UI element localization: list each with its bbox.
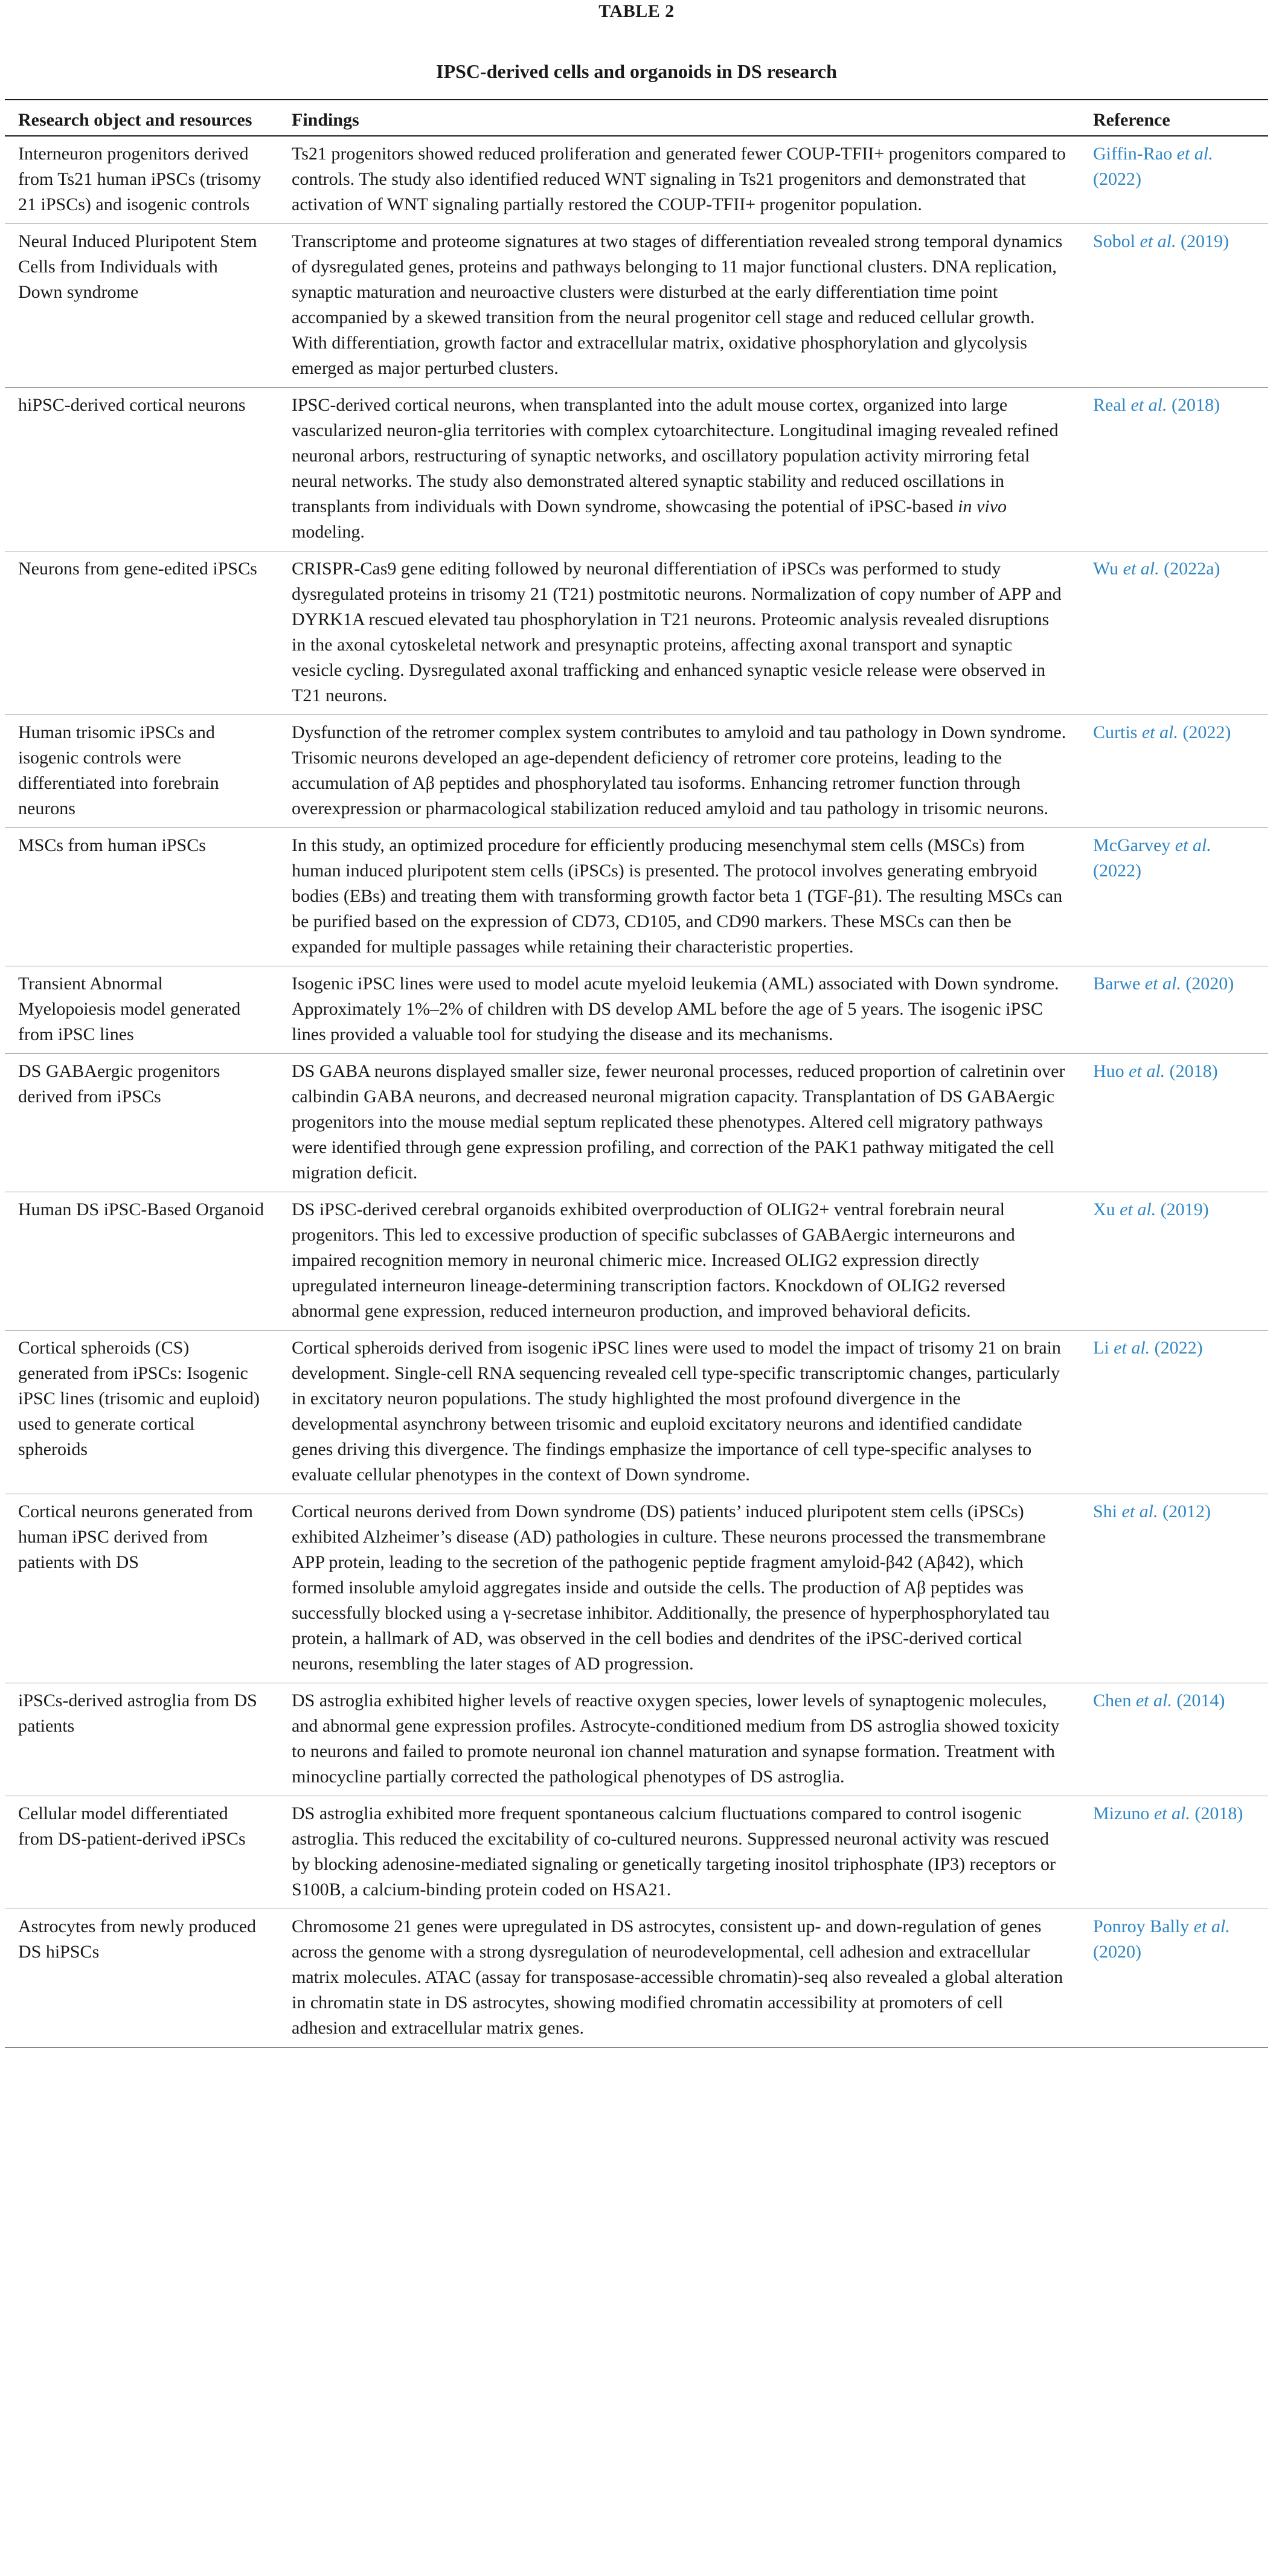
reference-link[interactable]: Real et al. (2018)	[1093, 395, 1220, 415]
table-header	[5, 100, 1268, 136]
reference-link[interactable]: Huo et al. (2018)	[1093, 1061, 1218, 1081]
reference-link[interactable]: Chen et al. (2014)	[1093, 1691, 1225, 1710]
reference-link[interactable]: Li et al. (2022)	[1093, 1338, 1203, 1358]
reference-link[interactable]: Shi et al. (2012)	[1093, 1502, 1211, 1521]
table-row	[5, 828, 1268, 966]
findings-cell: IPSC-derived cortical neurons, when transplanted into the adult mouse cortex, organized into large vascularized neuron-glia territories with complex cytoarchitecture. Longitudinal imaging revealed refined neuronal arbors, restructuring of synaptic networks, and oscillatory population activity mirroring fetal neural networks. The study also demonstrated altered synaptic stability and reduced oscillations in transplants from individuals with Down syndrome, showcasing the potential of iPSC-based in vivo modeling.	[292, 395, 1059, 542]
table-row	[5, 1683, 1268, 1796]
research-table	[5, 99, 1268, 2048]
reference-link[interactable]: Xu et al. (2019)	[1093, 1200, 1209, 1219]
research-object-cell: Cortical spheroids (CS) generated from iPSCs: Isogenic iPSC lines (trisomic and euploid) used to generate cortical spheroids	[18, 1338, 260, 1459]
findings-cell: Isogenic iPSC lines were used to model acute myeloid leukemia (AML) associated with Down syndrome. Approximately 1%–2% of children with DS develop AML before the age of 5 years. The isogenic iPSC lines provided a valuable tool for studying the disease and its mechanisms.	[292, 974, 1059, 1044]
findings-cell: In this study, an optimized procedure for efficiently producing mesenchymal stem cells (MSCs) from human induced pluripotent stem cells (iPSCs) is presented. The protocol involves generating embryoid bodies (EBs) and treating them with transforming growth factor beta 1 (TGF-β1). The resulting MSCs can be purified based on the expression of CD73, CD105, and CD90 markers. These MSCs can then be expanded for multiple passages while retaining their characteristic properties.	[292, 835, 1063, 957]
table-row	[5, 136, 1268, 224]
findings-cell: CRISPR-Cas9 gene editing followed by neuronal differentiation of iPSCs was performed to study dysregulated proteins in trisomy 21 (T21) postmitotic neurons. Normalization of copy number of APP and DYRK1A rescued elevated tau phosphorylation in T21 neurons. Proteomic analysis revealed disruptions in the axonal cytoskeletal network and presynaptic proteins, affecting axonal transport and synaptic vesicle cycling. Dysregulated axonal trafficking and enhanced synaptic vesicle release were observed in T21 neurons.	[292, 559, 1062, 705]
reference-link[interactable]: Ponroy Bally et al. (2020)	[1093, 1916, 1230, 1962]
table-row	[5, 551, 1268, 715]
research-object-cell: Transient Abnormal Myelopoiesis model generated from iPSC lines	[18, 974, 241, 1044]
reference-cell	[1081, 388, 1268, 551]
reference-cell	[1081, 828, 1268, 966]
reference-link[interactable]: Wu et al. (2022a)	[1093, 559, 1220, 579]
research-object-cell: iPSCs-derived astroglia from DS patients	[18, 1691, 257, 1736]
table-caption: IPSC-derived cells and organoids in DS research	[436, 60, 837, 82]
research-object-cell: DS GABAergic progenitors derived from iPSCs	[18, 1061, 220, 1107]
table-number: TABLE 2	[598, 1, 675, 21]
reference-link[interactable]: McGarvey et al. (2022)	[1093, 835, 1211, 881]
table-row	[5, 224, 1268, 388]
findings-cell: DS astroglia exhibited higher levels of reactive oxygen species, lower levels of synaptogenic molecules, and abnormal gene expression profiles. Astrocyte-conditioned medium from DS astroglia showed toxicity to neurons and failed to promote neuronal ion channel maturation and synapse formation. Treatment with minocycline partially corrected the pathological phenotypes of DS astroglia.	[292, 1691, 1060, 1787]
research-object-cell: Neural Induced Pluripotent Stem Cells from Individuals with Down syndrome	[18, 231, 257, 302]
research-object-cell: Cortical neurons generated from human iPSC derived from patients with DS	[18, 1502, 254, 1572]
table-row	[5, 715, 1268, 828]
table-row	[5, 1796, 1268, 1909]
table-row	[5, 1054, 1268, 1192]
reference-cell	[1081, 1909, 1268, 2048]
reference-cell	[1081, 966, 1268, 1054]
reference-link[interactable]: Mizuno et al. (2018)	[1093, 1804, 1243, 1823]
reference-cell	[1081, 1494, 1268, 1683]
findings-cell: Chromosome 21 genes were upregulated in DS astrocytes, consistent up- and down-regulation of genes across the genome with a strong dysregulation of neurodevelopmental, cell adhesion and extracellular matrix molecules. ATAC (assay for transposase-accessible chromatin)-seq also revealed a global alteration in chromatin state in DS astrocytes, showing modified chromatin accessibility at promoters of cell adhesion and extracellular matrix genes.	[292, 1916, 1063, 2038]
research-object-cell: hiPSC-derived cortical neurons	[18, 395, 246, 415]
findings-cell: Cortical neurons derived from Down syndrome (DS) patients’ induced pluripotent stem cells (iPSCs) exhibited Alzheimer’s disease (AD) pathologies in culture. These neurons processed the transmembrane APP protein, leading to the secretion of the pathogenic peptide fragment amyloid-β42 (Aβ42), which formed insoluble amyloid aggregates inside and outside the cells. The production of Aβ peptides was successfully blocked using a γ-secretase inhibitor. Additionally, the presence of hyperphosphorylated tau protein, a hallmark of AD, was observed in the cell bodies and dendrites of the iPSC-derived cortical neurons, resembling the later stages of AD progression.	[292, 1502, 1050, 1674]
research-object-cell: Human trisomic iPSCs and isogenic controls were differentiated into forebrain neurons	[18, 722, 219, 818]
reference-cell	[1081, 1796, 1268, 1909]
table-row	[5, 1494, 1268, 1683]
reference-cell	[1081, 1331, 1268, 1494]
findings-cell: DS iPSC-derived cerebral organoids exhibited overproduction of OLIG2+ ventral forebrain neural progenitors. This led to excessive production of specific subclasses of GABAergic interneurons and impaired recognition memory in neuronal chimeric mice. Increased OLIG2 expression directly upregulated interneuron lineage-determining transcription factors. Knockdown of OLIG2 reversed abnormal gene expression, reduced interneuron production, and improved behavioral deficits.	[292, 1200, 1015, 1321]
table-row	[5, 1192, 1268, 1331]
header-research-object: Research object and resources	[18, 110, 252, 130]
reference-cell	[1081, 1054, 1268, 1192]
table-row	[5, 388, 1268, 551]
reference-link[interactable]: Sobol et al. (2019)	[1093, 231, 1230, 251]
research-object-cell: MSCs from human iPSCs	[18, 835, 206, 855]
findings-cell: Cortical spheroids derived from isogenic iPSC lines were used to model the impact of trisomy 21 on brain development. Single-cell RNA sequencing revealed cell type-specific transcriptomic changes, particularly in excitatory neuron populations. The study highlighted the most profound divergence in the developmental asynchrony between trisomic and euploid excitatory neurons and identified candidate genes driving this divergence. The findings emphasize the importance of cell type-specific analyses to evaluate cellular phenotypes in the context of Down syndrome.	[292, 1338, 1061, 1485]
table-body	[5, 136, 1268, 2048]
header-row	[5, 100, 1268, 136]
reference-link[interactable]: Curtis et al. (2022)	[1093, 722, 1231, 742]
findings-cell: DS GABA neurons displayed smaller size, fewer neuronal processes, reduced proportion of calretinin over calbindin GABA neurons, and decreased neuronal migration capacity. Transplantation of DS GABAergic progenitors into the mouse medial septum replicated these phenotypes. Altered cell migratory pathways were identified through gene expression profiling, and correction of the PAK1 pathway mitigated the cell migration deficit.	[292, 1061, 1065, 1183]
findings-cell: DS astroglia exhibited more frequent spontaneous calcium fluctuations compared to control isogenic astroglia. This reduced the excitability of co-cultured neurons. Suppressed neuronal activity was rescued by blocking adenosine-mediated signaling or genetically targeting inositol triphosphate (IP3) receptors or S100B, a calcium-binding protein coded on HSA21.	[292, 1804, 1056, 1900]
header-findings: Findings	[292, 110, 359, 130]
findings-cell: Dysfunction of the retromer complex system contributes to amyloid and tau pathology in Down syndrome. Trisomic neurons developed an age-dependent deficiency of retromer core proteins, leading to the accumulation of Aβ peptides and phosphorylated tau isoforms. Enhancing retromer function through overexpression or pharmacological stabilization reduced amyloid and tau pathology in trisomic neurons.	[292, 722, 1066, 818]
findings-cell: Transcriptome and proteome signatures at two stages of differentiation revealed strong temporal dynamics of dysregulated genes, proteins and pathways belonging to 11 major functional clusters. DNA replication, synaptic maturation and neuroactive clusters were disturbed at the early differentiation time point accompanied by a skewed transition from the neural progenitor cell stage and reduced cellular growth. With differentiation, growth factor and extracellular matrix, oxidative phosphorylation and glycolysis emerged as major perturbed clusters.	[292, 231, 1063, 378]
reference-link[interactable]: Barwe et al. (2020)	[1093, 974, 1234, 994]
findings-cell: Ts21 progenitors showed reduced proliferation and generated fewer COUP-TFII+ progenitors compared to controls. The study also identified reduced WNT signaling in Ts21 progenitors and demonstrated that activation of WNT signaling partially restored the COUP-TFII+ progenitor population.	[292, 144, 1066, 214]
reference-cell	[1081, 224, 1268, 388]
reference-cell	[1081, 136, 1268, 224]
reference-cell	[1081, 1192, 1268, 1331]
table-row	[5, 1331, 1268, 1494]
reference-cell	[1081, 715, 1268, 828]
research-object-cell: Neurons from gene-edited iPSCs	[18, 559, 257, 579]
research-object-cell: Astrocytes from newly produced DS hiPSCs	[18, 1916, 257, 1962]
reference-cell	[1081, 1683, 1268, 1796]
research-object-cell: Cellular model differentiated from DS-patient-derived iPSCs	[18, 1804, 246, 1849]
reference-cell	[1081, 551, 1268, 715]
table-row	[5, 966, 1268, 1054]
reference-link[interactable]: Giffin-Rao et al. (2022)	[1093, 144, 1213, 189]
table-row	[5, 1909, 1268, 2048]
header-reference: Reference	[1093, 110, 1170, 130]
research-object-cell: Interneuron progenitors derived from Ts21 human iPSCs (trisomy 21 iPSCs) and isogenic controls	[18, 144, 261, 214]
research-object-cell: Human DS iPSC-Based Organoid	[18, 1200, 264, 1219]
